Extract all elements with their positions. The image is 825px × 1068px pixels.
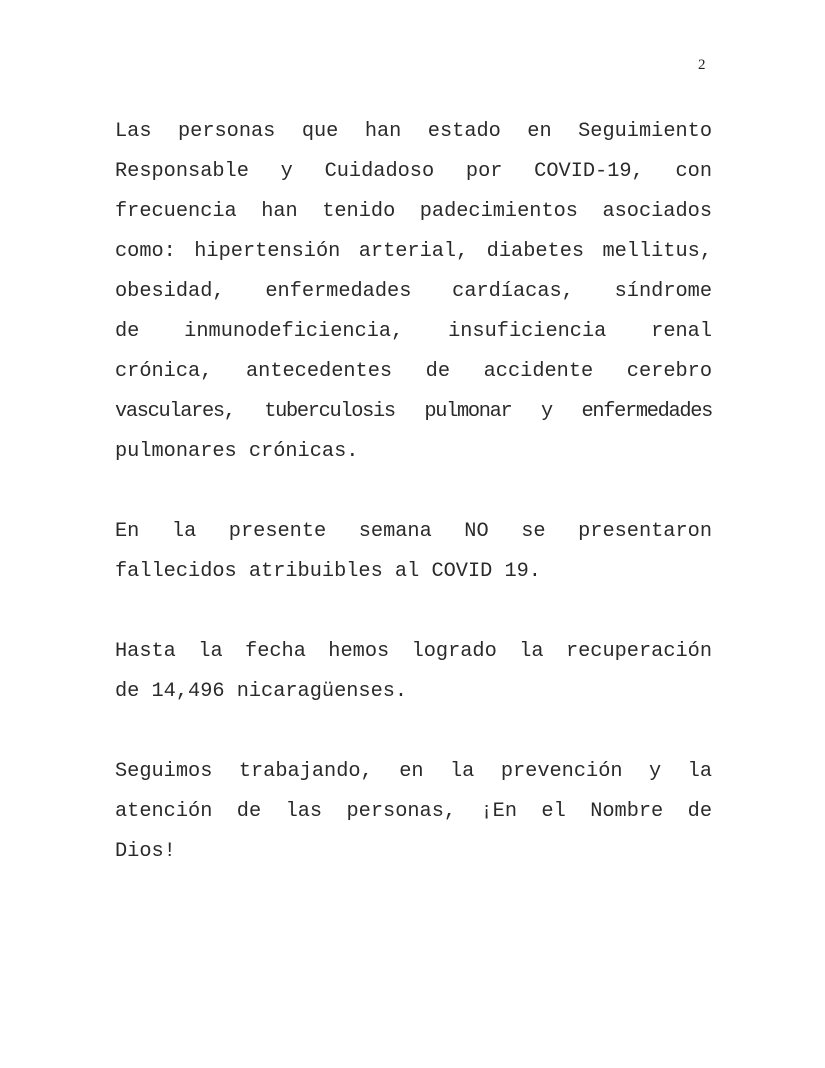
text-line: pulmonares crónicas. [115, 440, 359, 463]
text-line: atención de las personas, ¡En el Nombre de [115, 800, 712, 823]
text-line: Responsable y Cuidadoso por COVID-19, con [115, 160, 712, 183]
text-line: de 14,496 nicaragüenses. [115, 680, 408, 703]
text-line: En la presente semana NO se presentaron [115, 520, 712, 543]
text-line: de inmunodeficiencia, insuficiencia renal [115, 320, 712, 343]
text-line: como: hipertensión arterial, diabetes mellitus, [115, 240, 712, 263]
text-line: fallecidos atribuibles al COVID 19. [115, 560, 541, 583]
text-line: obesidad, enfermedades cardíacas, síndrome [115, 280, 712, 303]
paragraph-closing [115, 752, 712, 872]
text-line: vasculares, tuberculosis pulmonar y enfermedades [115, 400, 712, 423]
document-body [115, 112, 712, 912]
text-line: frecuencia han tenido padecimientos asociados [115, 200, 712, 223]
text-line: Seguimos trabajando, en la prevención y la [115, 760, 712, 783]
paragraph-recoveries [115, 632, 712, 712]
text-line: Las personas que han estado en Seguimiento [115, 120, 712, 143]
text-line: Dios! [115, 840, 176, 863]
paragraph-comorbidities [115, 112, 712, 472]
page-number: 2 [698, 57, 706, 73]
text-line: Hasta la fecha hemos logrado la recuperación [115, 640, 712, 663]
paragraph-deaths [115, 512, 712, 592]
text-line: crónica, antecedentes de accidente cerebro [115, 360, 712, 383]
